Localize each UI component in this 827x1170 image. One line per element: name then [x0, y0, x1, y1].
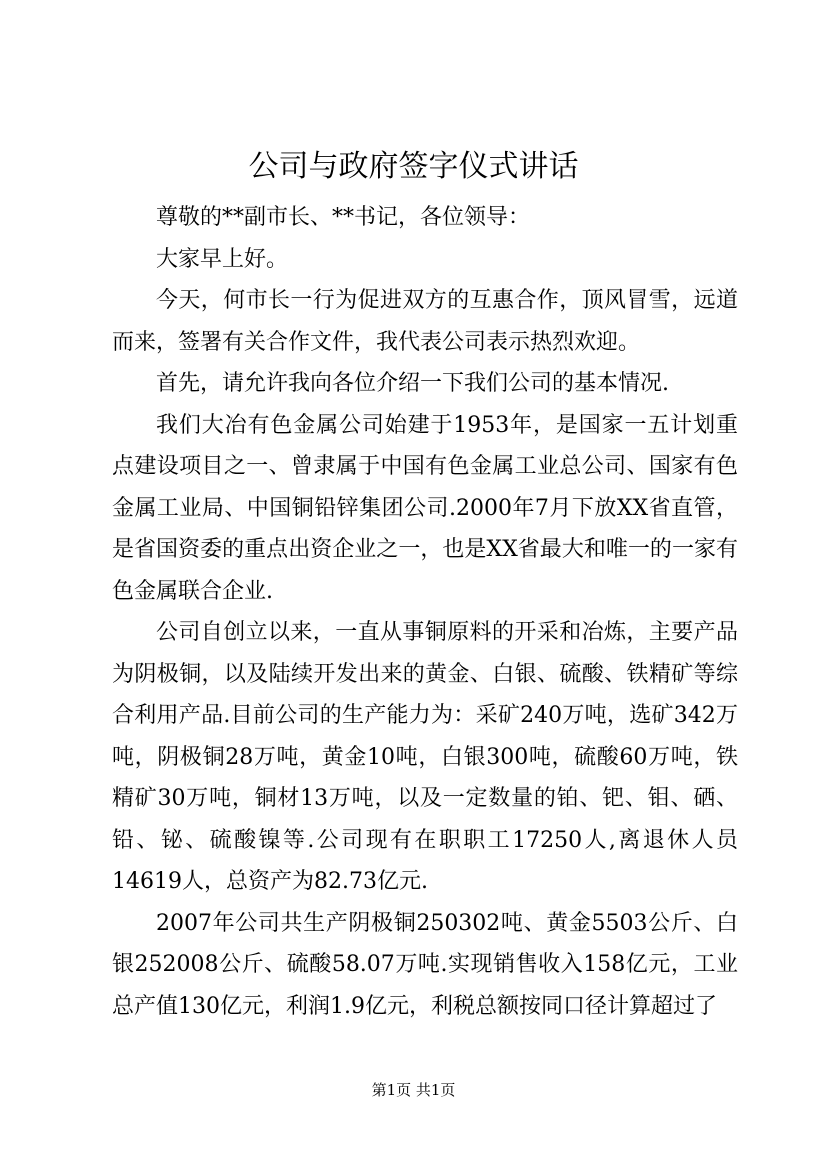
- greeting-paragraph: 大家早上好。: [156, 246, 289, 272]
- salutation-paragraph: 尊敬的**副市长、**书记，各位领导：: [156, 205, 531, 230]
- page-footer: 第1页 共1页: [371, 1081, 456, 1099]
- intro-paragraph: 首先，请允许我向各位介绍一下我们公司的基本情况.: [156, 371, 669, 396]
- production-paragraph: 公司自创立以来，一直从事铜原料的开采和冶炼，主要产品为阴极铜，以及陆续开发出来的黄金、白银、硫酸、铁精矿等综合利用产品.目前公司的生产能力为：采矿240万吨，选矿342万吨，阴极铜28万吨，黄金10吨，白银300吨，硫酸60万吨，铁精矿30万吨，铜材13万吨，以及一定数量的铂、钯、钼、硒、铅、铋、硫酸镍等.公司现有在职职工17250人,离退休人员14619人，总资产为82.73亿元.: [112, 620, 738, 894]
- document-title: 公司与政府签字仪式讲话: [248, 149, 579, 184]
- document-body: [112, 197, 738, 1027]
- history-paragraph: 我们大冶有色金属公司始建于1953年，是国家一五计划重点建设项目之一、曾隶属于中国有色金属工业总公司、国家有色金属工业局、中国铜铅锌集团公司.2000年7月下放XX省直管，是省国资委的重点出资企业之一，也是XX省最大和唯一的一家有色金属联合企业.: [112, 412, 738, 604]
- welcome-paragraph: 今天，何市长一行为促进双方的互惠合作，顶风冒雪，远道而来，签署有关合作文件，我代表公司表示热烈欢迎。: [112, 288, 738, 355]
- results-paragraph: 2007年公司共生产阴极铜250302吨、黄金5503公斤、白银252008公斤、硫酸58.07万吨.实现销售收入158亿元，工业总产值130亿元，利润1.9亿元，利税总额按同口径计算超过了: [112, 910, 738, 1019]
